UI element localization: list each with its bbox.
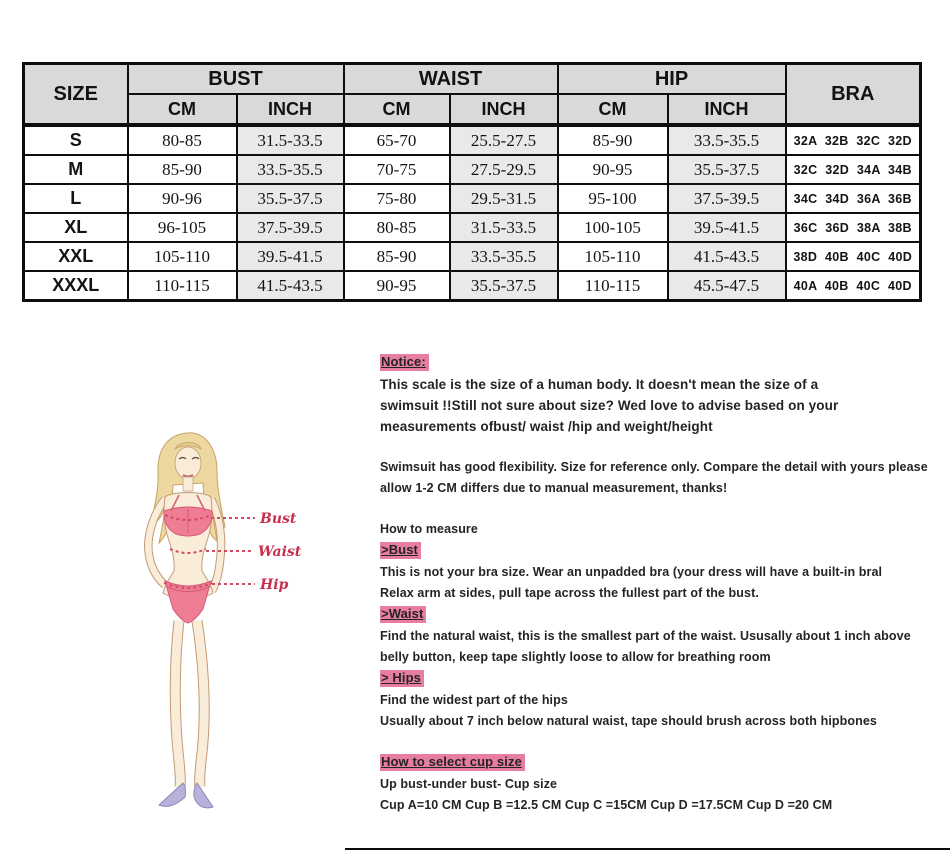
flexibility-line: Swimsuit has good flexibility. Size for reference only. Compare the detail with yours please <box>380 460 928 474</box>
bust-cm-value: 96-105 <box>128 213 237 242</box>
hip-inch-value: 45.5-47.5 <box>668 271 786 301</box>
how-to-measure-heading: How to measure <box>380 522 478 536</box>
header-size: SIZE <box>24 64 128 126</box>
bust-cm-value: 80-85 <box>128 125 237 155</box>
waist-label: Waist <box>258 544 302 560</box>
bust-cm-value: 110-115 <box>128 271 237 301</box>
hip-inch-value: 37.5-39.5 <box>668 184 786 213</box>
hip-cm-value: 95-100 <box>558 184 668 213</box>
size-chart-table <box>22 62 922 302</box>
hips-instruction-line: Find the widest part of the hips <box>380 693 568 707</box>
table-row <box>24 271 921 301</box>
hip-inch-value: 33.5-35.5 <box>668 125 786 155</box>
hip-cm-value: 85-90 <box>558 125 668 155</box>
hips-instruction-line: Usually about 7 inch below natural waist, tape should brush across both hipbones <box>380 714 877 728</box>
bra-value: 32C 32D 34A 34B <box>786 155 921 184</box>
header-waist-cm: CM <box>344 94 450 125</box>
measurement-figure <box>95 425 330 825</box>
size-value: XL <box>24 213 128 242</box>
bra-value: 36C 36D 38A 38B <box>786 213 921 242</box>
figure-face <box>175 447 201 479</box>
hip-label: Hip <box>260 577 289 593</box>
bust-cm-value: 85-90 <box>128 155 237 184</box>
waist-cm-value: 65-70 <box>344 125 450 155</box>
waist-heading: >Waist <box>380 606 426 623</box>
bra-value: 40A 40B 40C 40D <box>786 271 921 301</box>
bust-instruction-line: This is not your bra size. Wear an unpadded bra (your dress will have a built-in bral <box>380 565 883 579</box>
header-hip-inch: INCH <box>668 94 786 125</box>
hip-cm-value: 90-95 <box>558 155 668 184</box>
header-waist: WAIST <box>344 64 558 95</box>
cup-size-heading: How to select cup size <box>380 754 525 771</box>
size-chart-section <box>22 62 922 302</box>
waist-cm-value: 70-75 <box>344 155 450 184</box>
notice-line: swimsuit !!Still not sure about size? Wed love to advise based on your <box>380 398 839 413</box>
bust-inch-value: 37.5-39.5 <box>237 213 344 242</box>
bust-inch-value: 39.5-41.5 <box>237 242 344 271</box>
table-row <box>24 125 921 155</box>
waist-inch-value: 31.5-33.5 <box>450 213 558 242</box>
figure-illustration-svg <box>95 425 330 825</box>
bust-instruction-line: Relax arm at sides, pull tape across the fullest part of the bust. <box>380 586 759 600</box>
waist-inch-value: 25.5-27.5 <box>450 125 558 155</box>
flexibility-line: allow 1-2 CM differs due to manual measurement, thanks! <box>380 481 728 495</box>
cup-size-line: Cup A=10 CM Cup B =12.5 CM Cup C =15CM Cup D =17.5CM Cup D =20 CM <box>380 798 833 812</box>
waist-inch-value: 33.5-35.5 <box>450 242 558 271</box>
notes-section <box>380 352 932 816</box>
waist-cm-value: 80-85 <box>344 213 450 242</box>
bust-inch-value: 31.5-33.5 <box>237 125 344 155</box>
waist-cm-value: 85-90 <box>344 242 450 271</box>
header-waist-inch: INCH <box>450 94 558 125</box>
notice-heading: Notice: <box>380 354 429 371</box>
waist-cm-value: 90-95 <box>344 271 450 301</box>
cup-size-line: Up bust-under bust- Cup size <box>380 777 558 791</box>
header-bust-cm: CM <box>128 94 237 125</box>
figure-right-shoe <box>194 783 213 808</box>
notice-line: This scale is the size of a human body. It doesn't mean the size of a <box>380 377 819 392</box>
bust-inch-value: 33.5-35.5 <box>237 155 344 184</box>
bust-cm-value: 90-96 <box>128 184 237 213</box>
waist-instruction-line: Find the natural waist, this is the smallest part of the waist. Ususally about 1 inch above <box>380 629 911 643</box>
bust-heading: >Bust <box>380 542 421 559</box>
size-value: L <box>24 184 128 213</box>
notice-line: measurements ofbust/ waist /hip and weight/height <box>380 419 713 434</box>
hip-cm-value: 100-105 <box>558 213 668 242</box>
header-hip: HIP <box>558 64 786 95</box>
size-value: M <box>24 155 128 184</box>
bra-value: 38D 40B 40C 40D <box>786 242 921 271</box>
header-bra: BRA <box>786 64 921 126</box>
waist-inch-value: 27.5-29.5 <box>450 155 558 184</box>
bust-label: Bust <box>260 511 297 527</box>
waist-inch-value: 35.5-37.5 <box>450 271 558 301</box>
table-row <box>24 213 921 242</box>
bust-cm-value: 105-110 <box>128 242 237 271</box>
hip-cm-value: 110-115 <box>558 271 668 301</box>
size-value: XXL <box>24 242 128 271</box>
figure-left-shoe <box>159 783 186 806</box>
table-row <box>24 155 921 184</box>
bra-value: 32A 32B 32C 32D <box>786 125 921 155</box>
header-bust: BUST <box>128 64 344 95</box>
hip-inch-value: 35.5-37.5 <box>668 155 786 184</box>
header-hip-cm: CM <box>558 94 668 125</box>
bust-inch-value: 35.5-37.5 <box>237 184 344 213</box>
header-bust-inch: INCH <box>237 94 344 125</box>
hip-inch-value: 41.5-43.5 <box>668 242 786 271</box>
bra-value: 34C 34D 36A 36B <box>786 184 921 213</box>
size-value: S <box>24 125 128 155</box>
table-row <box>24 184 921 213</box>
hip-inch-value: 39.5-41.5 <box>668 213 786 242</box>
waist-cm-value: 75-80 <box>344 184 450 213</box>
hip-cm-value: 105-110 <box>558 242 668 271</box>
table-row <box>24 242 921 271</box>
waist-inch-value: 29.5-31.5 <box>450 184 558 213</box>
bust-inch-value: 41.5-43.5 <box>237 271 344 301</box>
waist-instruction-line: belly button, keep tape slightly loose to allow for breathing room <box>380 650 771 664</box>
size-value: XXXL <box>24 271 128 301</box>
hips-heading: > Hips <box>380 670 424 687</box>
